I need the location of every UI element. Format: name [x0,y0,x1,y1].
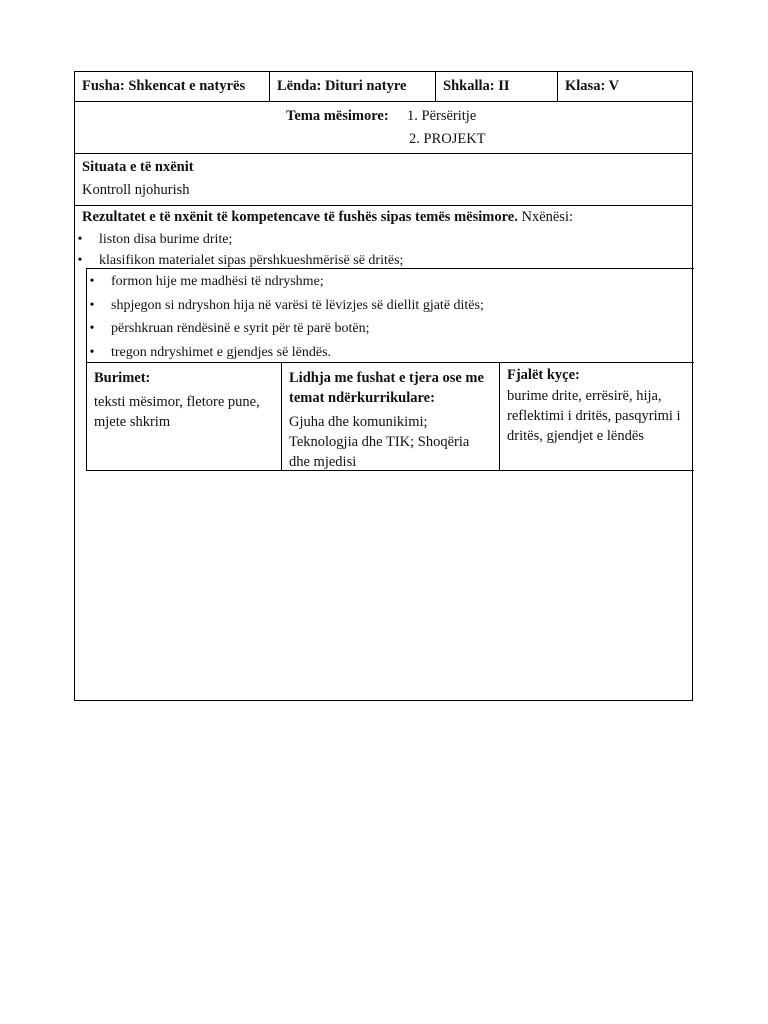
bullet-icon: • [89,321,95,336]
list-item: • liston disa burime drite; [75,229,403,250]
list-item: • klasifikon materialet sipas përshkueshmërisë së dritës; [75,250,403,271]
lesson-plan-table [74,71,693,701]
tema-item-1: 1. Përsëritje [407,108,477,124]
situata-row [75,154,692,206]
shkalla-cell: Shkalla: II [436,72,558,101]
bullet-icon: • [89,297,95,313]
header-row [75,72,692,102]
fjalet-cell [500,363,694,470]
lidhja-cell [282,363,500,470]
rezultatet-title-text: Rezultatet e të nxënit të kompetencave të fushës sipas temës mësimore. [82,209,518,225]
situata-text: Kontroll njohurish [82,182,190,198]
tema-label: Tema mësimore: [286,108,389,124]
fjalet-text: burime drite, errësirë, hija, reflektimi i dritës, pasqyrimi i dritës, gjendjet e lëndës [507,388,681,444]
burimet-title: Burimet: [94,370,151,386]
bullet-icon: • [77,253,83,268]
lidhja-text: Gjuha dhe komunikimi; Teknologjia dhe TIK; Shoqëria dhe mjedisi [289,414,470,470]
list-item: • formon hije me madhësi të ndryshme; [87,270,484,294]
rezultatet-suffix: Nxënësi: [521,209,574,225]
tema-item-2: 2. PROJEKT [409,131,486,147]
list-item: • shpjegon si ndryshon hija në varësi të lëvizjes së diellit gjatë ditës; [87,294,484,318]
outer-bullet-list [75,229,403,271]
fjalet-title: Fjalët kyçe: [507,367,580,383]
lenda-cell: Lënda: Dituri natyre [270,72,436,101]
bullet-icon: • [89,344,95,360]
situata-title: Situata e të nxënit [82,159,194,175]
burimet-text: teksti mësimor, fletore pune, mjete shkrim [94,394,260,430]
inner-bullet-list [87,270,484,364]
bullet-icon: • [77,232,83,247]
fusha-cell: Fusha: Shkencat e natyrës [75,72,270,101]
tema-row [75,102,692,154]
rezultatet-title [82,209,573,226]
list-item: • tregon ndryshimet e gjendjes së lëndës. [87,341,484,365]
resources-row [86,362,694,471]
burimet-cell [87,363,282,470]
bullet-icon: • [89,274,95,289]
klasa-cell: Klasa: V [565,78,620,94]
inner-bullet-box [86,268,694,363]
list-item: • përshkruan rëndësinë e syrit për të parë botën; [87,317,484,341]
lidhja-title: Lidhja me fushat e tjera ose me temat ndërkurrikulare: [289,370,484,406]
